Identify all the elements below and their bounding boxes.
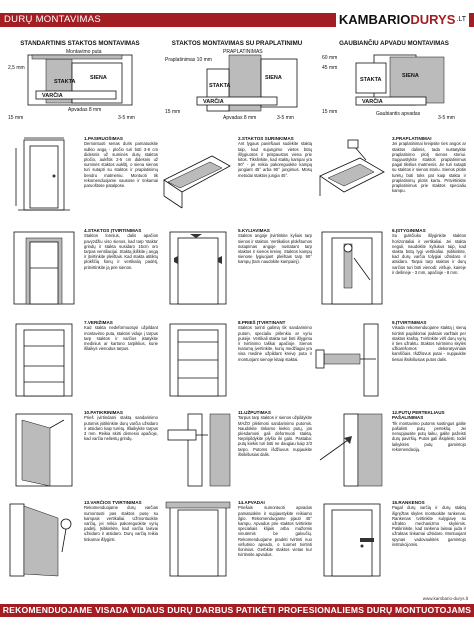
step-8 [160,320,314,398]
steps-row-1 [6,136,468,214]
section-standard-install [6,40,154,124]
step-text: Visada rekomenduojame staktą į sieną tvirtinti papildomai įsuktais varžtais per staktos kraštą. Tvirtinkite virš durų vyrių ir ties užraktu. Staktos tvirtinimo skylės užkamšomos dekoratyviniais kamščiais. Išdžiūvus putai - nupjaukite tiesiai išsikišusias putos dalis. [392,325,466,362]
logo-tld: .LT [456,15,466,23]
step-9 [314,320,468,398]
label-dim-b: 15 mm [8,115,24,121]
casing-install-diagram [320,49,468,123]
step-3 [314,136,468,214]
label-siena: SIENA [402,73,419,79]
step-text: Pagal durų varčią ir durų staktų išgręžtas skyles montuokite rankenas. Rankenas tvirtinkite sulygiavę su užrakto mechanizmo skylėmis. Patikrinkite, kad rankena laisvai juda ir užraktas tinkamai užsidaro. Montuojant spynas vadovaukitės gamintojo instrukcijomis. [392,505,466,547]
steps-row-3 [6,320,468,398]
step-13 [6,500,160,578]
step-text: Prieš įvirtindami staktą sandarinimo putomis įsitikinkite durų varčia užsidaro ir atsidaro kaip turėtų. Išlaikykite tarpus 3 mm. Reikia skirti dėmesio apačioje, kad varčia neliestų grindų. [84,415,158,442]
step-text: Rekomenduojame durų varčias sumontuoti pas staktos pusę su kampais vertikaliai. Užmontuokite varčią, jei reikia pakoreguokite vyrių padėtį. Įsitikinkite, kad varčia laisvai užsidaro ir atsidaro. Durų varčią reikia tinkamai išlyginti. [84,505,158,542]
step-11-illustration [160,410,236,488]
label-stakta: STAKTA [54,79,76,85]
step-10-illustration [6,410,82,488]
step-title: 4.STAKTOS ĮTVIRTINIMAS [84,228,142,233]
step-title: 6.ĮSTYGINIMAS [392,228,426,233]
footer-banner [0,604,474,625]
section-casing-install [320,40,468,124]
section-title: STAKTOS MONTAVIMAS SU PRAPLATINIMU [171,40,303,47]
step-text: Kad stakta nedeformuotųsi užpildant montavimo puta, staktos viduje į tarpus tarp staktos ir varčios įstatykite medinius ar kartono tarpiklius, kurie išlaikys vienodus tarpus. [84,325,158,352]
label-stakta: STAKTA [209,83,231,89]
step-text: Priešais sumontuoti apvadus pamatuokite ir supjaustykite reikiamo ilgio. Rekomenduojame pjauti 45° kampu. Apvadus prie staktos tvirtinkite specialiais klijais arba mažomis vinutėmis be galvučių. Rekomenduojame pradėti tvirtinti nuo viršutinio apvado, o tuomet tvirtinti šoninius. Gerbkite staktos vietas kur tvirtinsite apvadus. [238,505,312,558]
label-dim-a: 60 mm [322,55,338,61]
step-title: 11.UŽPUTIMAS [238,410,271,415]
step-title: 5.KYLIAVIMAS [238,228,270,233]
step-9-illustration [314,320,390,398]
label-dim-a: 15 mm [165,109,181,115]
step-title: 7.VERIŽIMAS [84,320,113,325]
logo-brand: DURYS [410,11,456,27]
label-dim-b: 45 mm [322,65,338,71]
step-2 [160,136,314,214]
step-3-illustration [314,136,390,214]
label-foam: Montavimo puta [66,49,102,55]
step-7-illustration [6,320,82,398]
step-title: 8.PRIEŠ ĮTVIRTINANT [238,320,286,325]
section-title: STANDARTINIS STAKTOS MONTAVIMAS [20,40,140,47]
step-6-illustration [314,228,390,306]
label-varcia: VARČIA [203,99,224,105]
brand-logo [336,8,469,30]
label-dim-c: 15 mm [322,109,338,115]
step-text: Ant lygaus paviršiaus sudėkite staktą taip, kad sujungimo vietos būtų išlygiuotos ir prispaustos viena prie kitos. Tikslinkite, kad staktų kampai yra 90° - jei reikia pakoreguokite kampą jungiant 45° arba 90° jungimus. Mūsų metodai staktos jungia 45°. [238,141,312,178]
step-title: 14.APVADAI [238,500,265,505]
step-12 [314,410,468,488]
label-dim-d: 3-5 mm [438,115,455,121]
step-text: Jei praplatinimai kreipsite ties angos ar staktos dalimis, tada nustatykite praplatinimo plotį sienos storiui. Supjaustykite staktos praplatinimus pagal tikslius matmenis. Jie turi sutapti su staktos ir sienos storiu. Sienos plotis turėtų būti toks pat kaip stakta ir praplatinimų plotis kartu. Pritvirtinkite praplatinimus prie staktos specialiu kampu. [392,141,466,194]
standard-install-diagram [6,49,154,123]
step-title: 1.PASIRUOŠIMAS [84,136,123,141]
label-stakta: STAKTA [360,77,382,83]
step-4-illustration [6,228,82,306]
label-dim-a: 2,5 mm [8,65,25,71]
page-title: DURŲ MONTAVIMAS [4,14,102,25]
steps-row-5 [6,500,468,578]
step-15 [314,500,468,578]
footer-url[interactable]: www.kambario-durys.lt [422,596,468,601]
step-15-illustration [314,500,390,578]
label-siena: SIENA [90,75,107,81]
step-text: Staktos angoje įtvirtinkite kyliais tarp sienos ir staktos. Vertikalios plokštumos sutapimas angoje nustatant tarp staktos ir sienos kreivę. Staktos kampų sienose lygiuojant pleištais tarp 90° kampų (tam naudokite kampainį). [238,233,312,265]
step-title: 3.PRAPLATINIMAI [392,136,432,141]
label-trim: Apvadas 8 mm [223,115,257,121]
step-8-illustration [160,320,236,398]
label-varcia: VARČIA [362,99,383,105]
step-2-illustration [160,136,236,214]
step-text: Su gulsčiuku išlyginkite staktos horizontaliai ir vertikaliai. Jei stakta neguli, naudokite kyliukus taip, kad stakta būtų lygi vertikaliai. Įsitikinkite, kad durų varčia tolygiai užsidaro ir atsidaro. Tarpai tarp staktos ir durų varčios turi būti vienodi: viršuje, kairėje ir dešinėje - 3 mm, apačioje - 8 mm. [392,233,466,275]
label-casing: Gaubiantis apvadas [376,111,421,117]
label-trim: Apvadas 8 mm [68,107,102,113]
label-dim-c: Praplatinimas 10 mm [165,57,212,63]
step-title: 12.PUTŲ PERTEKLIAUS PAŠALINIMAS [392,410,445,421]
footer-banner-text: REKOMENDUOJAME VISADA VIDAUS DURŲ DARBUS PATIKĖTI PROFESIONALIEMS DURŲ MONTUOTOJAMS !!! [2,605,472,625]
step-title: 10.PATIKRINIMAS [84,410,123,415]
extension-install-diagram [163,49,311,123]
step-11 [160,410,314,488]
step-13-illustration [6,500,82,578]
step-5 [160,228,314,306]
step-title: 13.VARČIOS TVIRTINIMAS [84,500,142,505]
label-dim-c: 3-5 mm [118,115,135,121]
step-title: 9.ĮTVIRTINIMAS [392,320,427,325]
section-title: GAUBIANČIU APVADU MONTAVIMAS [339,40,449,47]
step-10 [6,410,160,488]
step-text: Staktos turinti galimą tik sandarinimo putom, specialiu prilenkiu ar vyriu pusėje. Vertikali stakta turi būti išlyginta ir tvirtinimo taškai apačioje. Sienos tvarumą įvertinkite, kurių medžiagai yra visa medinė užpildant kreivę puta ir montuojant sienoje kitaip staktai. [238,325,312,362]
step-title: 15.RANKENOS [392,500,425,505]
step-14 [160,500,314,578]
step-text: Tik montavimo putoms sustingus galite pašalinti putų perteklių. Jei nenupjausite putų laiku, galite pažeisti durų paviršių. Putos gali išsiplėsti, todėl laikykitės putų gamintojo rekomendacijų. [392,420,466,452]
step-text: Tarpus tarp staktos ir sienos užpildykite MAŽO plėtimosi sandarinimo putomis. Naudokite tinkamo kiekio putų, jos plėsdamosi gali deformuoti staktą. Nepripildykite plyšio iki galo. Pastaba: putų kiekis turi būti ne daugiau kaip 2/3 tarpo. Putoms išdžiuvus nupjaukite išsikišusias dalis. [238,415,312,457]
step-1 [6,136,160,214]
header-bar [0,8,474,30]
step-14-illustration [160,500,236,578]
label-dim-b: 3-5 mm [277,115,294,121]
step-text: Demontuoti senas duris pamatuokite sulkio angą - pločio turi būti 3-8 cm didesnis už suminės durų staktos pločio, aukštis 2-5 cm didesnis už suminės staktos aukštį, o siena sienos turi sutapti su staktos ir praplatinimų bendru matmeniu. Montuoti tik rekomenduojame sausose ir tinkamai paruoštose patalpose. [84,141,158,189]
label-varcia: VARČIA [42,93,63,99]
step-6 [314,228,468,306]
step-7 [6,320,160,398]
step-title: 2.STAKTOS SURINKIMAS [238,136,294,141]
step-12-illustration [314,410,390,488]
steps-row-4 [6,410,468,488]
label-extension: PRAPLATINIMAS [223,49,263,55]
step-text: Staktos lonnius, dalis apačios pavyzdžiu viso sienos, kad tarp 'stakta' grindų ir stakta susidaro 15cm oro tarpas ventiliacijai. Staktą įkiškite į angą ir įtvirtinkite pleištais. Kad stakta atitiktų plokščią šonų ir vertikalią padėtį, pritvirtinkite ją prie sienos. [84,233,158,270]
step-4 [6,228,160,306]
step-1-illustration [6,136,82,214]
logo-main: KAMBARIO [338,11,411,27]
step-5-illustration [160,228,236,306]
section-extension-install [163,40,311,124]
steps-row-2 [6,228,468,306]
label-siena: SIENA [265,75,282,81]
